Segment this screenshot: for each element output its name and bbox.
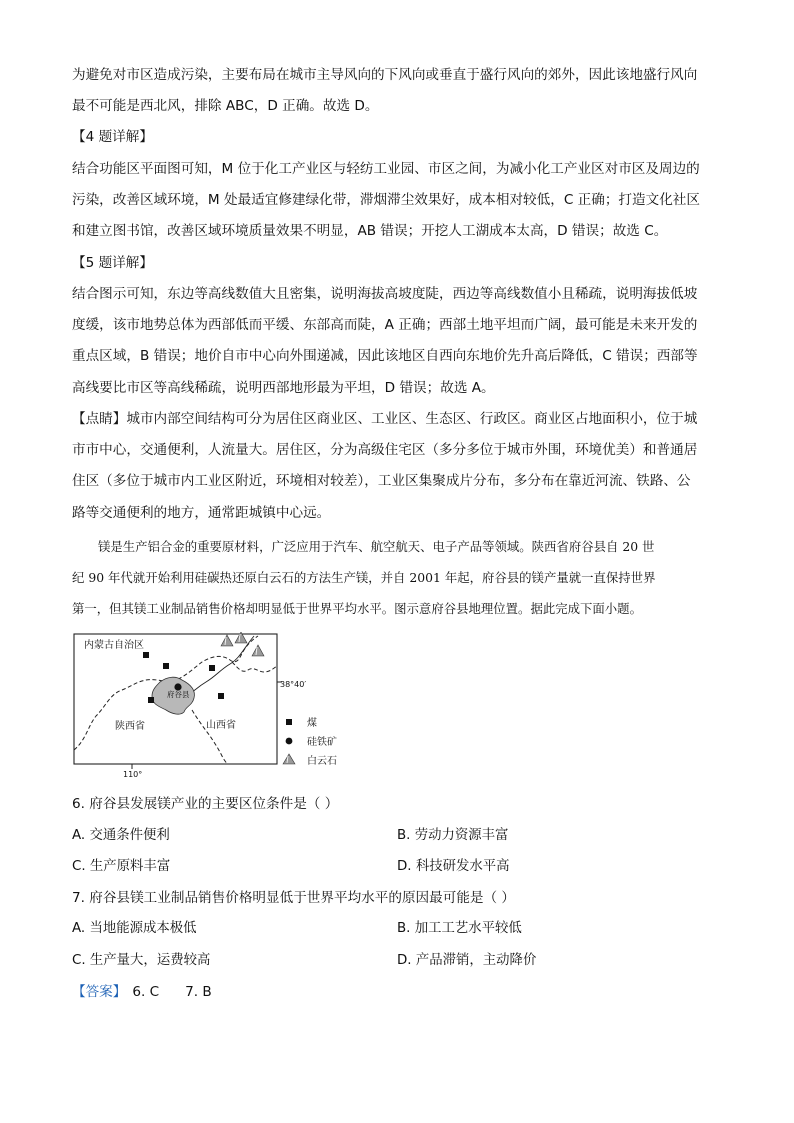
q5-explanation-line-4: 高线要比市区等高线稀疏，说明西部地形最为平坦，D 错误；故选 A。 (72, 380, 495, 396)
q6-stem: 6. 府谷县发展镁产业的主要区位条件是（ ） (72, 796, 339, 812)
tip-line-2: 市市中心，交通便利，人流量大。居住区，分为高级住宅区（多分多位于城市外围，环境优美）和普通居 (72, 442, 698, 458)
intro-line-2: 纪 90 年代就开始利用硅碳热还原白云石的方法生产镁，并自 2001 年起，府谷县的镁产量就一直保持世界 (72, 570, 656, 585)
q4-explanation-line-2: 污染，改善区域环境，M 处最适宜修建绿化带，滞烟滞尘效果好，成本相对较低，C 正确；打造文化社区 (72, 192, 700, 208)
coal-marker (143, 652, 149, 658)
q4-explanation-line-3: 和建立图书馆，改善区域环境质量效果不明显，AB 错误；开挖人工湖成本太高，D 错误；故选 C。 (72, 223, 668, 239)
legend-coal-label: 煤 (307, 718, 317, 729)
q5-heading: 【5 题详解】 (72, 255, 153, 271)
label-inner-mongolia: 内蒙古自治区 (84, 640, 144, 651)
label-fugu: 府谷县 (167, 690, 190, 699)
legend-coal-symbol (286, 719, 292, 725)
dolomite-marker (252, 645, 264, 656)
answer-line (72, 983, 212, 1001)
q7-option-d[interactable]: D. 产品滞销，主动降价 (397, 953, 537, 968)
tip-line-4: 路等交通便利的地方，通常距城镇中心远。 (72, 505, 331, 521)
dolomite-marker (221, 635, 233, 646)
answer-values: 6. C 7. B (132, 984, 212, 1000)
legend-ferrosilicon-label: 硅铁矿 (307, 737, 337, 748)
q7-option-b[interactable]: B. 加工工艺水平较低 (397, 921, 522, 936)
q4-explanation-line-1: 结合功能区平面图可知，M 位于化工产业区与轻纺工业园、市区之间，为减小化工产业区对市区及周边的 (72, 161, 700, 177)
q4-heading: 【4 题详解】 (72, 129, 153, 145)
border-shaanxi-shanxi (192, 710, 227, 764)
q3-explanation-line-2: 最不可能是西北风，排除 ABC，D 正确。故选 D。 (72, 98, 379, 114)
river (188, 636, 254, 694)
legend-ferrosilicon-symbol (286, 738, 293, 745)
q5-explanation-line-1: 结合图示可知，东边等高线数值大且密集，说明海拔高坡度陡，西边等高线数值小且稀疏，说明海拔低坡 (72, 286, 698, 302)
label-shaanxi: 陕西省 (115, 721, 145, 732)
coal-marker (209, 665, 215, 671)
legend-dolomite-symbol (283, 754, 295, 764)
fugu-location-map (72, 632, 348, 778)
q5-explanation-line-2: 度缓，该市地势总体为西部低而平缓、东部高而陡，A 正确；西部土地平坦而广阔，最可能是未来开发的 (72, 317, 698, 333)
intro-line-3: 第一，但其镁工业制品销售价格却明显低于世界平均水平。图示意府谷县地理位置。据此完成下面小题。 (72, 601, 642, 616)
longitude-label: 110° (123, 770, 143, 778)
q5-explanation-line-3: 重点区域，B 错误；地价自市中心向外围递减，因此该地区自西向东地价先升高后降低，C 错误；西部等 (72, 348, 698, 364)
coal-marker (163, 663, 169, 669)
coal-marker (148, 697, 154, 703)
q3-explanation-line-1: 为避免对市区造成污染，主要布局在城市主导风向的下风向或垂直于盛行风向的郊外，因此该地盛行风向 (72, 67, 698, 83)
q7-stem: 7. 府谷县镁工业制品销售价格明显低于世界平均水平的原因最可能是（ ） (72, 890, 516, 906)
latitude-label: 38°40′ (280, 680, 307, 689)
legend-dolomite-label: 白云石 (307, 756, 337, 767)
intro-line-1: 镁是生产铝合金的重要原材料，广泛应用于汽车、航空航天、电子产品等领域。陕西省府谷县自 20 世 (98, 539, 655, 554)
q6-option-b[interactable]: B. 劳动力资源丰富 (397, 828, 509, 843)
tip-line-1: 【点睛】城市内部空间结构可分为居住区商业区、工业区、生态区、行政区。商业区占地面积小，位于城 (72, 411, 698, 427)
q7-option-c[interactable]: C. 生产量大，运费较高 (72, 953, 211, 968)
answer-label: 【答案】 (72, 984, 127, 1000)
q6-option-a[interactable]: A. 交通条件便利 (72, 828, 170, 843)
tip-line-3: 住区（多位于城市内工业区附近，环境相对较差），工业区集聚成片分布，多分布在靠近河流、铁路、公 (72, 473, 691, 489)
q6-option-d[interactable]: D. 科技研发水平高 (397, 859, 510, 874)
coal-marker (218, 693, 224, 699)
q7-option-a[interactable]: A. 当地能源成本极低 (72, 921, 197, 936)
border-east (232, 662, 277, 672)
label-shanxi: 山西省 (206, 720, 236, 731)
q6-option-c[interactable]: C. 生产原料丰富 (72, 859, 171, 874)
